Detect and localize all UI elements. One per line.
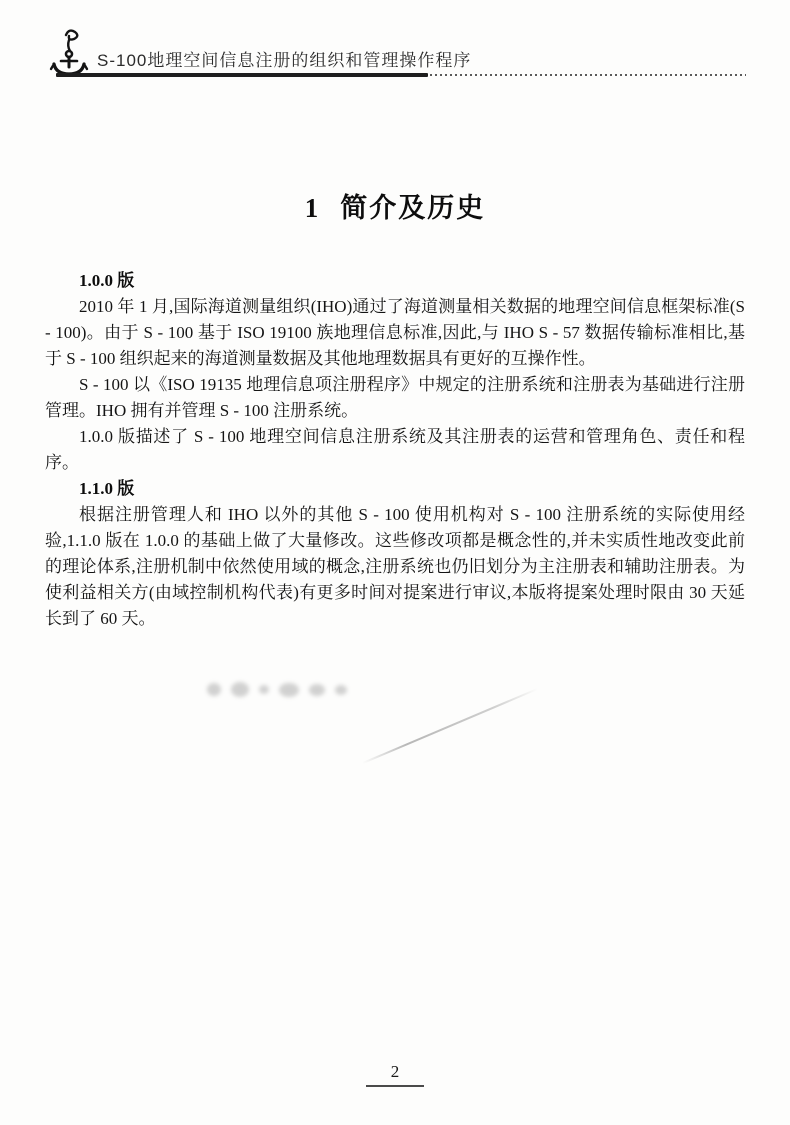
page-footer	[0, 1062, 790, 1087]
scan-smudge	[202, 676, 422, 706]
chapter-title-text: 简介及历史	[340, 193, 486, 223]
paragraph: S - 100 以《ISO 19135 地理信息项注册程序》中规定的注册系统和注册表为基础进行注册管理。IHO 拥有并管理 S - 100 注册系统。	[45, 375, 745, 420]
page-number: 2	[366, 1062, 424, 1087]
page-content	[45, 268, 745, 632]
section-heading-100: 1.0.0 版	[79, 271, 135, 290]
header-rule-dotted	[430, 74, 746, 76]
paragraph: 根据注册管理人和 IHO 以外的其他 S - 100 使用机构对 S - 100 注册系统的实际使用经验,1.1.0 版在 1.0.0 的基础上做了大量修改。这些修改项都是概念性的,并未实质性地改变此前的理论体系,注册机制中依然使用域的概念,注册系统也仍旧划分为主注册表和辅助注册表。为使利益相关方(由域控制机构代表)有更多时间对提案进行审议,本版将提案处理时限由 30 天延长到了 60 天。	[45, 505, 745, 628]
section-heading-110: 1.1.0 版	[79, 479, 135, 498]
paragraph: 1.0.0 版描述了 S - 100 地理空间信息注册系统及其注册表的运营和管理角色、责任和程序。	[45, 427, 745, 472]
running-header	[0, 0, 790, 90]
anchor-icon	[44, 28, 94, 78]
header-rule-solid	[56, 73, 428, 77]
chapter-title	[0, 186, 790, 225]
paragraph: 2010 年 1 月,国际海道测量组织(IHO)通过了海道测量相关数据的地理空间信息框架标准(S - 100)。由于 S - 100 基于 ISO 19100 族地理信息标准,因此,与 IHO S - 57 数据传输标准相比,基于 S - 100 组织起来的海道测量数据及其他地理数据具有更好的互操作性。	[45, 297, 745, 368]
running-header-title: S-100地理空间信息注册的组织和管理操作程序	[97, 51, 472, 70]
chapter-number: 1	[304, 193, 319, 223]
